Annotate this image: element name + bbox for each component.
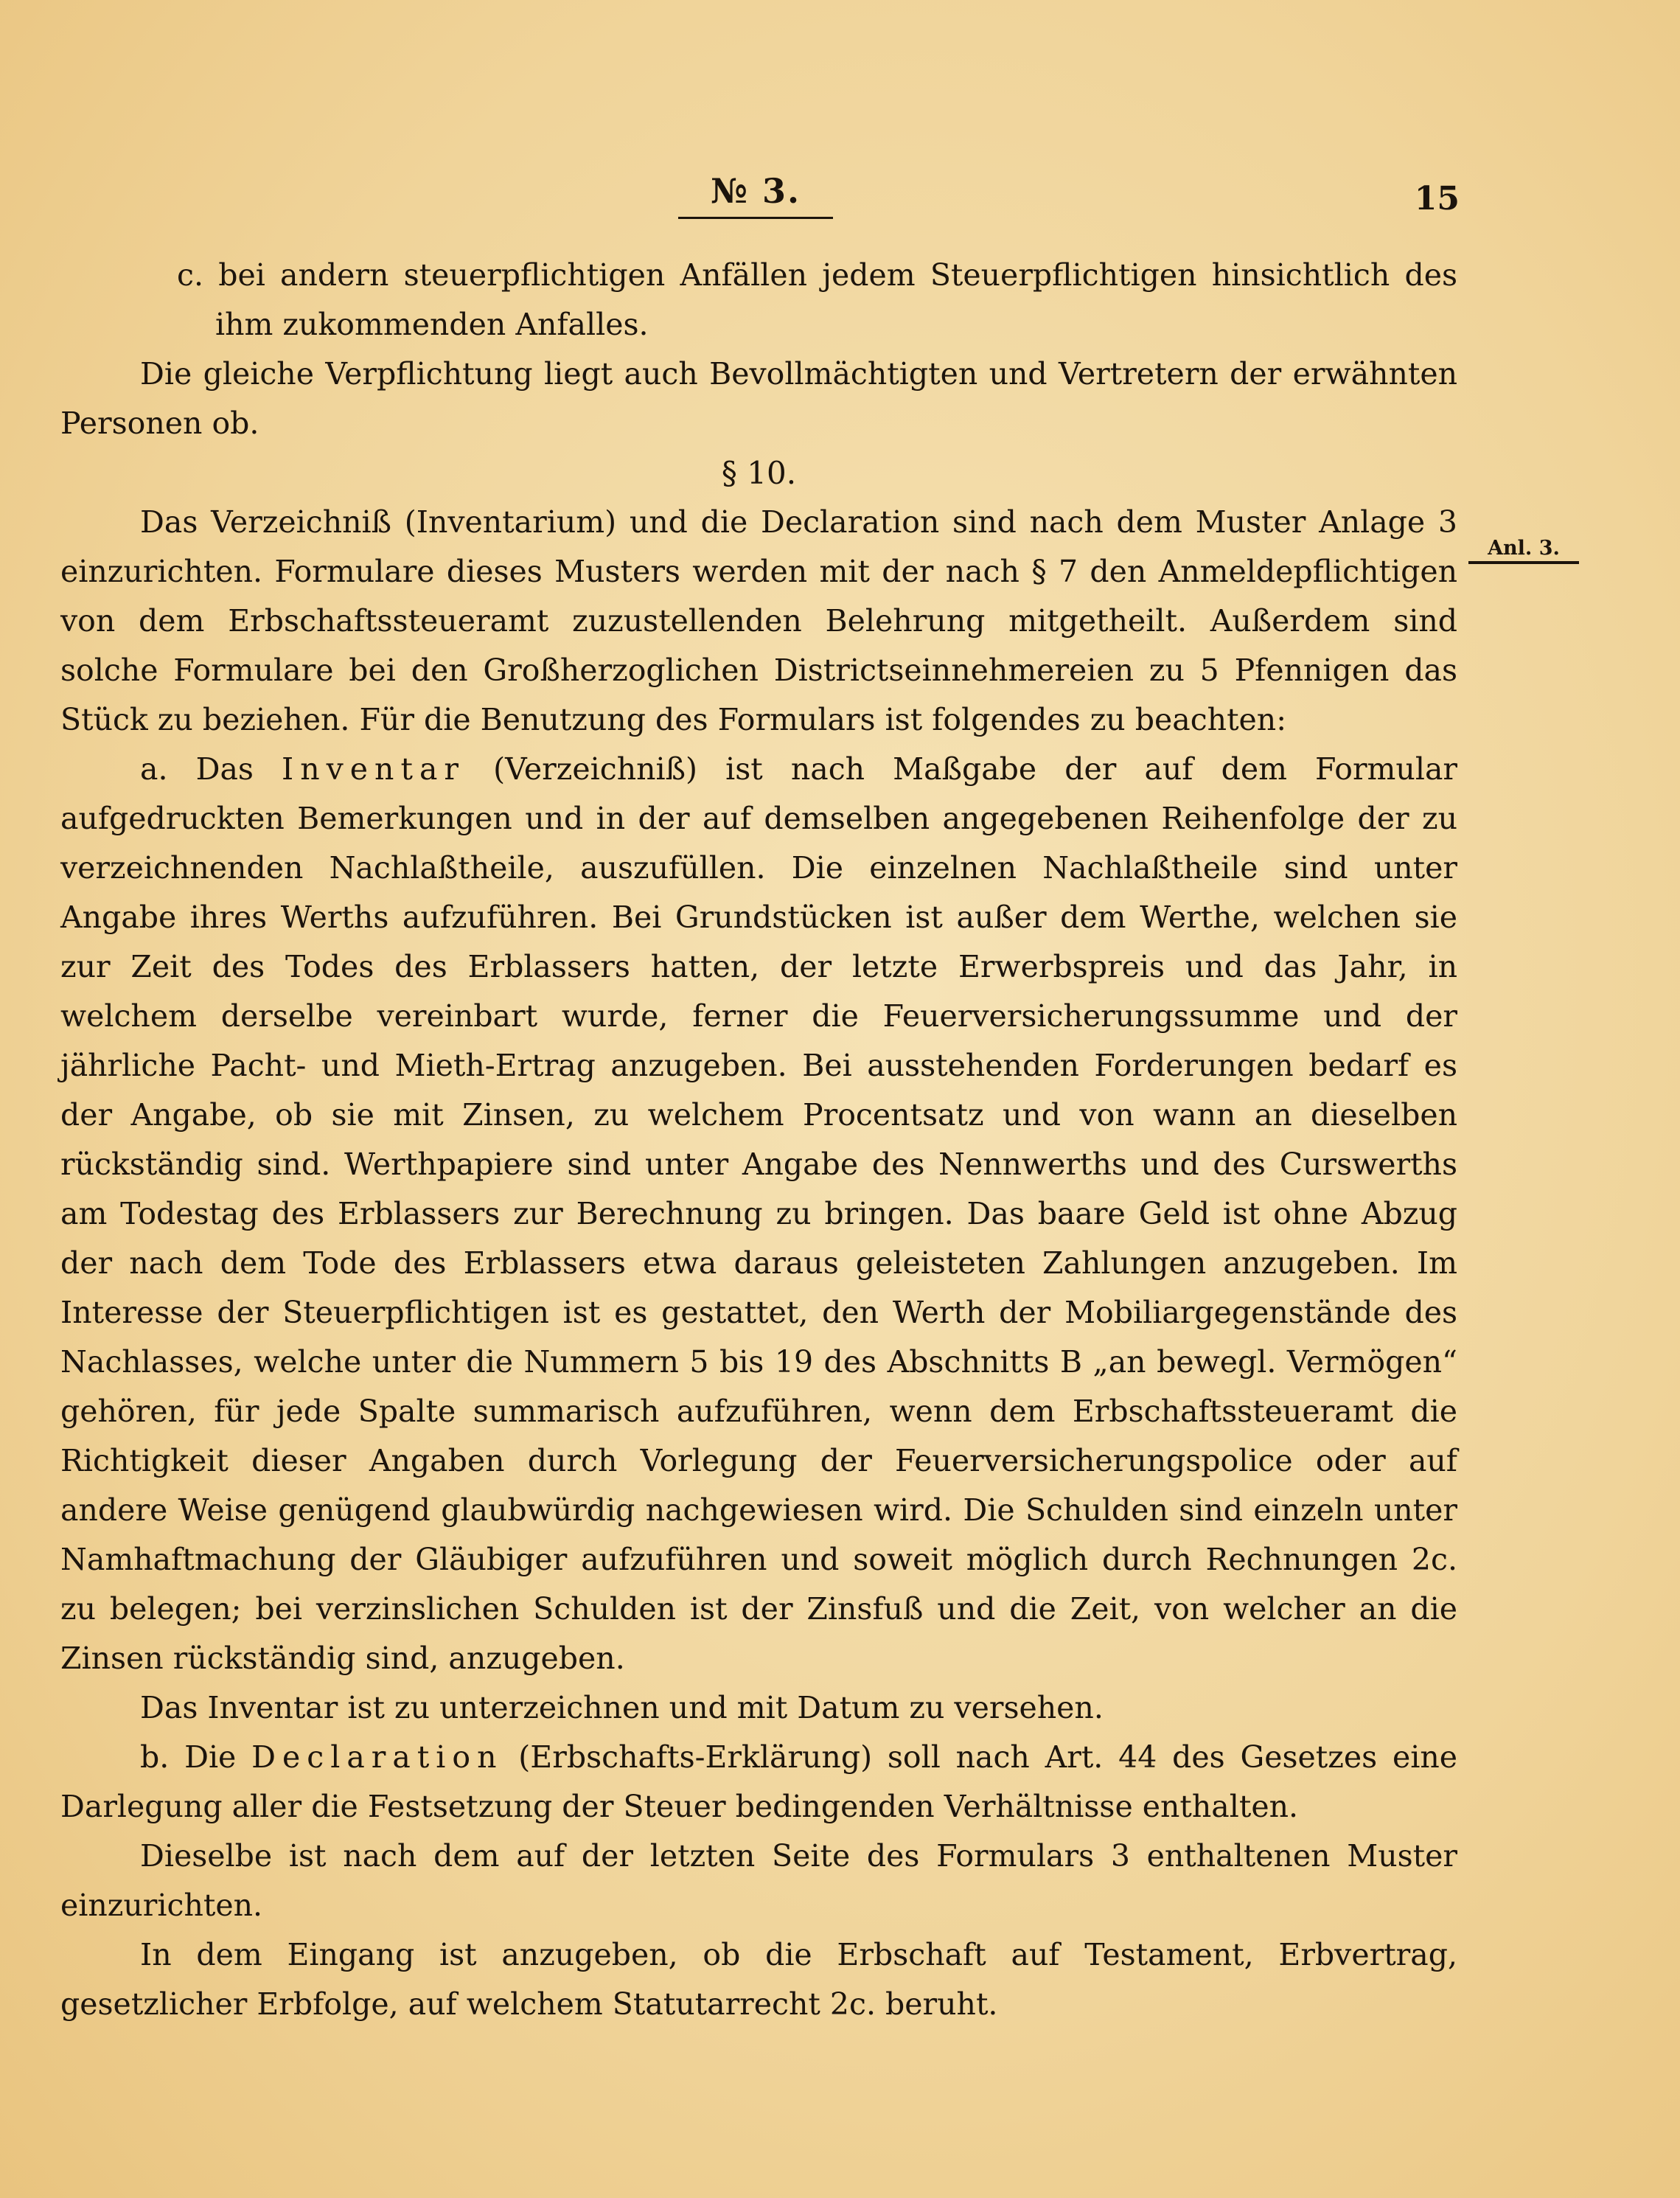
paragraph-dieselbe: Dieselbe ist nach dem auf der letzten Seite des Formulars 3 enthaltenen Muster einzurichten. [60, 1838, 1457, 1923]
paragraph-obligation: Die gleiche Verpflichtung liegt auch Bevollmächtigten und Vertretern der erwähnten Personen ob. [60, 356, 1457, 441]
paragraph-item-a [60, 745, 1457, 1683]
item-a-prefix: a. Das [140, 751, 282, 787]
margin-note-annex: Anl. 3. [1468, 537, 1579, 564]
page-number: 15 [1414, 180, 1460, 218]
body-text [60, 251, 1457, 2029]
item-a-text: (Verzeichniß) ist nach Maßgabe der auf dem Formular aufgedruckten Bemerkungen und in der auf demselben angegebenen Reihenfolge der zu verzeichnenden Nachlaßtheile, auszufüllen. Die einzelnen Nachlaßtheile sind unter Angabe ihres Werths aufzuführen. Bei Grundstücken ist außer dem Werthe, welchen sie zur Zeit des Todes des Erblassers hatten, der letzte Erwerbspreis und das Jahr, in welchem derselbe vereinbart wurde, ferner die Feuerversicherungssumme und der jährliche Pacht- und Mieth-Ertrag anzugeben. Bei ausstehenden Forderungen bedarf es der Angabe, ob sie mit Zinsen, zu welchem Procentsatz und von wann an dieselben rückständig sind. Werthpapiere sind unter Angabe des Nennwerths und des Curswerths am Todestag des Erblassers zur Berechnung zu bringen. Das baare Geld ist ohne Abzug der nach dem Tode des Erblassers etwa daraus geleisteten Zahlungen anzugeben. Im Interesse der Steuerpflichtigen ist es gestattet, den Werth der Mobiliargegenstände des Nachlasses, welche unter die Nummern 5 bis 19 des Abschnitts B „an bewegl. Vermögen“ gehören, für jede Spalte summarisch aufzuführen, wenn dem Erbschaftssteueramt die Richtigkeit dieser Angaben durch Vorlegung der Feuerversicherungspolice oder auf andere Weise genügend glaubwürdig nachgewiesen wird. Die Schulden sind einzeln unter Namhaftmachung der Gläubiger aufzuführen und soweit möglich durch Rechnungen 2c. zu belegen; bei verzinslichen Schulden ist der Zinsfuß und die Zeit, von welcher an die Zinsen rückständig sind, anzugeben. [60, 751, 1457, 1676]
paragraph-eingang: In dem Eingang ist anzugeben, ob die Erbschaft auf Testament, Erbvertrag, gesetzlicher Erbfolge, auf welchem Statutarrecht 2c. beruht. [60, 1937, 1457, 2022]
item-b-prefix: b. Die [140, 1739, 252, 1775]
paragraph-item-c: c. bei andern steuerpflichtigen Anfällen jedem Steuerpflichtigen hinsichtlich des ihm zukommenden Anfalles. [177, 257, 1457, 342]
paragraph-inventar-sign: Das Inventar ist zu unterzeichnen und mit Datum zu versehen. [140, 1690, 1104, 1725]
section-heading: § 10. [721, 455, 797, 491]
item-a-term: Inventar [282, 751, 465, 787]
item-b-text: (Erbschafts-Erklärung) soll nach Art. 44 des Gesetzes eine Darlegung aller die Festsetzung der Steuer bedingenden Verhältnisse enthalten. [60, 1739, 1457, 1824]
paragraph-item-b [60, 1733, 1457, 1832]
paragraph-section-10: Das Verzeichniß (Inventarium) und die Declaration sind nach dem Muster Anlage 3 einzurichten. Formulare dieses Musters werden mit der nach § 7 den Anmeldepflichtigen von dem Erbschaftssteueramt zuzustellenden Belehrung mitgetheilt. Außerdem sind solche Formulare bei den Großherzoglichen Districtseinnehmereien zu 5 Pfennigen das Stück zu beziehen. Für die Benutzung des Formulars ist folgendes zu beachten: [60, 504, 1457, 737]
item-b-term: Declaration [251, 1739, 503, 1775]
document-number: № 3. [678, 171, 833, 219]
